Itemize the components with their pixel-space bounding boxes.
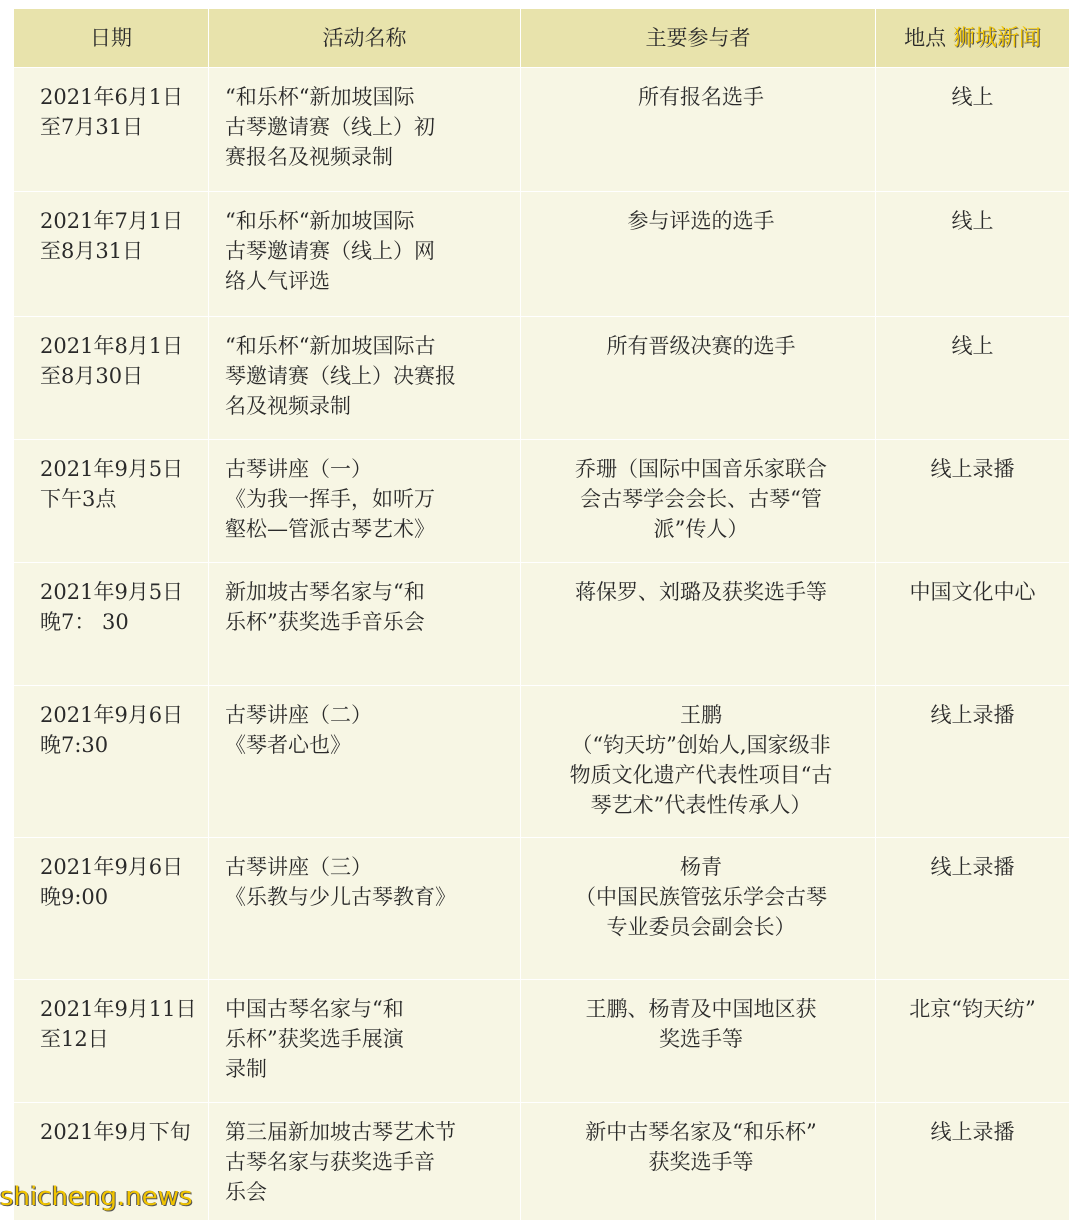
cell-activity-line: 古琴邀请赛（线上）初 [225, 115, 435, 139]
cell-participants-line: 蒋保罗、刘璐及获奖选手等 [575, 580, 827, 604]
cell-activity [209, 317, 521, 440]
table-row [14, 980, 1070, 1103]
cell-date-line: 晚9:00 [40, 885, 109, 909]
cell-date-line: 2021年9月6日 [40, 703, 184, 727]
cell-participants [521, 838, 876, 980]
header-location-label: 地点 [904, 25, 947, 50]
header-activity: 活动名称 [209, 9, 521, 68]
cell-activity-line: 古琴讲座（二） [225, 703, 372, 727]
cell-participants-line: 奖选手等 [659, 1027, 743, 1051]
cell-participants [521, 563, 876, 686]
cell-activity-line: “和乐杯“新加坡国际 [225, 85, 415, 109]
cell-participants-line: 王鹏、杨青及中国地区获 [585, 997, 817, 1021]
cell-date-line: 晚7： 30 [40, 610, 129, 634]
cell-participants-line: 会古琴学会会长、古琴“管 [580, 487, 822, 511]
header-participants: 主要参与者 [521, 9, 876, 68]
cell-activity-line: 络人气评选 [225, 269, 330, 293]
cell-participants [521, 192, 876, 317]
cell-participants-line: 专业委员会副会长） [606, 915, 796, 939]
cell-location: 北京“钧天纺” [876, 980, 1070, 1103]
cell-date [14, 686, 209, 838]
cell-date [14, 192, 209, 317]
cell-activity-line: 琴邀请赛（线上）决赛报 [225, 364, 456, 388]
cell-activity-line: 《琴者心也》 [225, 733, 351, 757]
cell-activity-line: 壑松—管派古琴艺术》 [225, 517, 435, 541]
cell-participants-line: 获奖选手等 [648, 1150, 754, 1174]
cell-location: 线上录播 [876, 838, 1070, 980]
cell-date-line: 2021年9月5日 [40, 457, 184, 481]
cell-activity [209, 440, 521, 563]
cell-date-line: 晚7:30 [40, 733, 109, 757]
cell-activity [209, 980, 521, 1103]
table-row [14, 192, 1070, 317]
cell-participants [521, 440, 876, 563]
watermark-bottom: shicheng.news [0, 1182, 193, 1212]
cell-date [14, 980, 209, 1103]
cell-participants-line: 所有晋级决赛的选手 [606, 334, 796, 358]
cell-activity-line: 新加坡古琴名家与“和 [225, 580, 425, 604]
cell-participants-line: 王鹏 [680, 703, 722, 727]
cell-participants-line: 新中古琴名家及“和乐杯” [585, 1120, 817, 1144]
cell-location: 线上 [876, 192, 1070, 317]
cell-date-line: 2021年9月5日 [40, 580, 184, 604]
cell-participants-line: 杨青 [680, 855, 722, 879]
cell-activity-line: “和乐杯“新加坡国际古 [225, 334, 436, 358]
cell-participants [521, 686, 876, 838]
cell-participants-line: 琴艺术”代表性传承人） [590, 793, 812, 817]
cell-activity-line: 乐杯”获奖选手展演 [225, 1027, 404, 1051]
cell-date-line: 至8月30日 [40, 364, 144, 388]
table-row [14, 440, 1070, 563]
cell-location: 线上录播 [876, 1103, 1070, 1221]
cell-participants-line: （“钧天坊”创始人,国家级非 [571, 733, 831, 757]
cell-activity-line: 古琴讲座（一） [225, 457, 372, 481]
cell-activity [209, 686, 521, 838]
cell-date-line: 2021年6月1日 [40, 85, 184, 109]
cell-date-line: 2021年9月11日 [40, 997, 197, 1021]
cell-activity-line: 中国古琴名家与“和 [225, 997, 404, 1021]
cell-date-line: 2021年9月下旬 [40, 1120, 191, 1144]
cell-activity [209, 68, 521, 192]
event-schedule-table [13, 8, 1070, 1221]
cell-participants [521, 68, 876, 192]
cell-location: 线上 [876, 68, 1070, 192]
cell-location: 线上录播 [876, 686, 1070, 838]
header-date: 日期 [14, 9, 209, 68]
cell-location: 线上 [876, 317, 1070, 440]
header-location [876, 9, 1070, 68]
cell-activity-line: 名及视频录制 [225, 394, 351, 418]
cell-participants [521, 1103, 876, 1221]
cell-activity-line: 录制 [225, 1057, 267, 1081]
cell-date-line: 2021年7月1日 [40, 209, 184, 233]
cell-activity [209, 563, 521, 686]
cell-activity [209, 1103, 521, 1221]
cell-participants-line: （中国民族管弦乐学会古琴 [575, 885, 827, 909]
cell-activity-line: 第三届新加坡古琴艺术节 [225, 1120, 456, 1144]
cell-date-line: 至8月31日 [40, 239, 144, 263]
cell-date-line: 2021年8月1日 [40, 334, 184, 358]
cell-activity [209, 192, 521, 317]
cell-activity-line: 古琴邀请赛（线上）网 [225, 239, 435, 263]
cell-participants [521, 980, 876, 1103]
cell-activity-line: 乐会 [225, 1180, 267, 1204]
cell-date [14, 563, 209, 686]
cell-participants-line: 所有报名选手 [638, 85, 764, 109]
cell-participants-line: 派”传人） [653, 517, 749, 541]
cell-location: 线上录播 [876, 440, 1070, 563]
cell-activity-line: 《乐教与少儿古琴教育》 [225, 885, 456, 909]
cell-activity-line: 古琴讲座（三） [225, 855, 372, 879]
cell-date [14, 68, 209, 192]
cell-activity-line: 古琴名家与获奖选手音 [225, 1150, 435, 1174]
cell-activity-line: 赛报名及视频录制 [225, 145, 393, 169]
cell-date [14, 440, 209, 563]
cell-activity-line: 《为我一挥手，如听万 [225, 487, 435, 511]
table-row [14, 563, 1070, 686]
watermark-top: 狮城新闻 [952, 25, 1041, 51]
table-row [14, 686, 1070, 838]
cell-date [14, 317, 209, 440]
table-row [14, 838, 1070, 980]
cell-participants-line: 乔珊（国际中国音乐家联合 [575, 457, 827, 481]
cell-date-line: 至12日 [40, 1027, 109, 1051]
cell-participants-line: 参与评选的选手 [627, 209, 775, 233]
cell-location: 中国文化中心 [876, 563, 1070, 686]
cell-activity [209, 838, 521, 980]
cell-activity-line: 乐杯”获奖选手音乐会 [225, 610, 425, 634]
header-row [14, 9, 1070, 68]
cell-participants-line: 物质文化遗产代表性项目“古 [569, 763, 833, 787]
table-row [14, 68, 1070, 192]
cell-date-line: 下午3点 [40, 487, 117, 511]
cell-participants [521, 317, 876, 440]
cell-date-line: 2021年9月6日 [40, 855, 184, 879]
cell-activity-line: “和乐杯“新加坡国际 [225, 209, 415, 233]
table-row [14, 317, 1070, 440]
cell-date-line: 至7月31日 [40, 115, 144, 139]
cell-date [14, 838, 209, 980]
